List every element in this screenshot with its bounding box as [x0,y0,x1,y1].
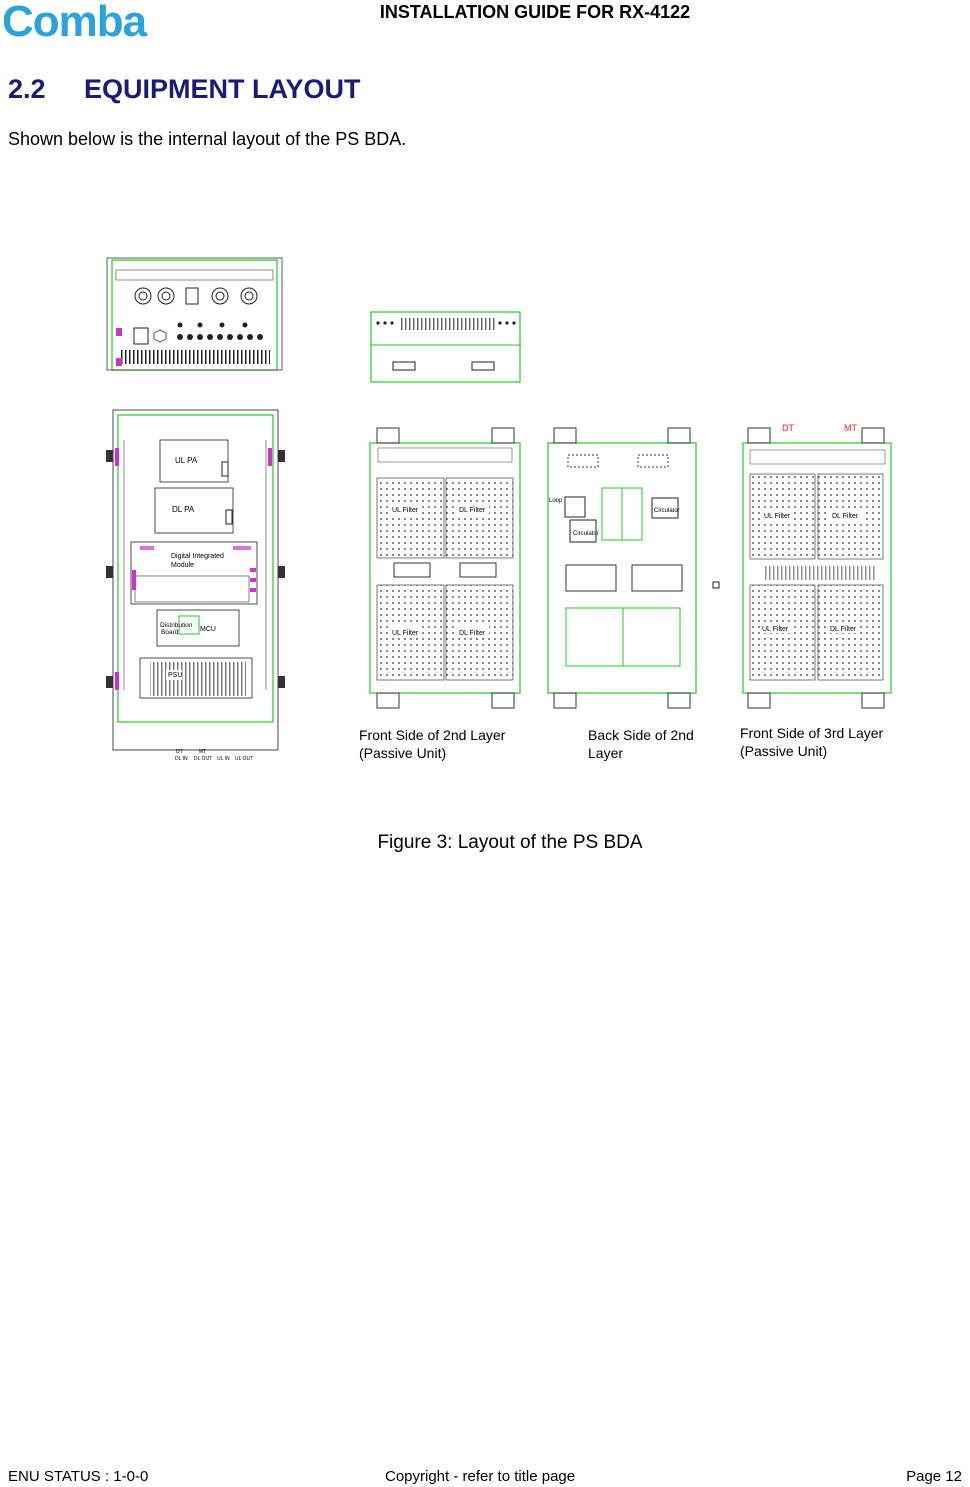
document-title: INSTALLATION GUIDE FOR RX-4122 [379,2,691,22]
front-3rd-caption-line2: (Passive Unit) [740,743,828,759]
front-2nd-caption-line2: (Passive Unit) [359,745,447,761]
back2-circulator-left: Circulator [573,531,599,537]
main-unit-top-view [107,258,282,370]
logo-text: Comba [2,0,147,44]
footer-copyright: Copyright - refer to title page [385,1468,576,1485]
equipment-layout-figure [0,250,970,770]
section-title: EQUIPMENT LAYOUT [84,74,361,104]
small-connectors [178,323,248,328]
front3-ul-filter-top: UL Filter [764,513,791,520]
back-2nd-layer [548,428,696,708]
front3-ul-filter-bottom: UL Filter [762,626,789,633]
front3-dl-filter-bottom: DL Filter [830,626,857,633]
figure-caption: Figure 3: Layout of the PS BDA [377,832,643,853]
front-3rd-layer [743,423,891,708]
front3-dl-filter-top: DL Filter [832,513,859,520]
port-ul-out: UL OUT [235,756,254,762]
front2-ul-filter-top: UL Filter [392,507,419,514]
small-marker [713,582,719,588]
front2-ul-filter-bottom: UL Filter [392,630,419,637]
intro-paragraph: Shown below is the internal layout of the PS BDA. [8,129,407,149]
connector-row [135,288,257,304]
port-dt: DT [176,749,183,755]
dl-pa-label: DL PA [172,505,195,514]
front-3rd-caption-line1: Front Side of 3rd Layer [740,725,884,741]
dim-label-line1: Digital Integrated [171,553,224,560]
connector-pins [177,334,263,340]
port-mt: MT [199,749,207,755]
distribution-board-line1: Distribution [160,622,193,629]
second-layer-top-view [371,312,520,382]
section-number: 2.2 [8,74,46,104]
footer-page-number: Page 12 [906,1468,962,1485]
front2-dl-filter-top: DL Filter [459,507,486,514]
psu-label: PSU [168,672,183,679]
ul-pa-label: UL PA [175,456,198,465]
back-2nd-caption-line1: Back Side of 2nd [588,727,694,743]
port-dl-out: DL OUT [194,756,213,762]
back2-circulator-right: Circulator [654,508,680,514]
port-dl-in: DL IN [175,756,188,762]
distribution-board-line2: Board [161,629,179,636]
back2-loop: Loop [549,498,563,504]
main-unit-front-view [106,410,285,762]
front3-mt: MT [844,423,857,433]
front-2nd-layer [370,428,520,708]
front2-dl-filter-bottom: DL Filter [459,630,486,637]
dim-label-line2: Module [171,562,194,569]
footer-status: ENU STATUS : 1-0-0 [8,1468,149,1485]
port-ul-in: UL IN [217,756,230,762]
front3-dt: DT [782,423,794,433]
mcu-label: MCU [200,626,216,633]
back-2nd-caption-line2: Layer [588,745,624,761]
front-2nd-caption-line1: Front Side of 2nd Layer [359,727,506,743]
